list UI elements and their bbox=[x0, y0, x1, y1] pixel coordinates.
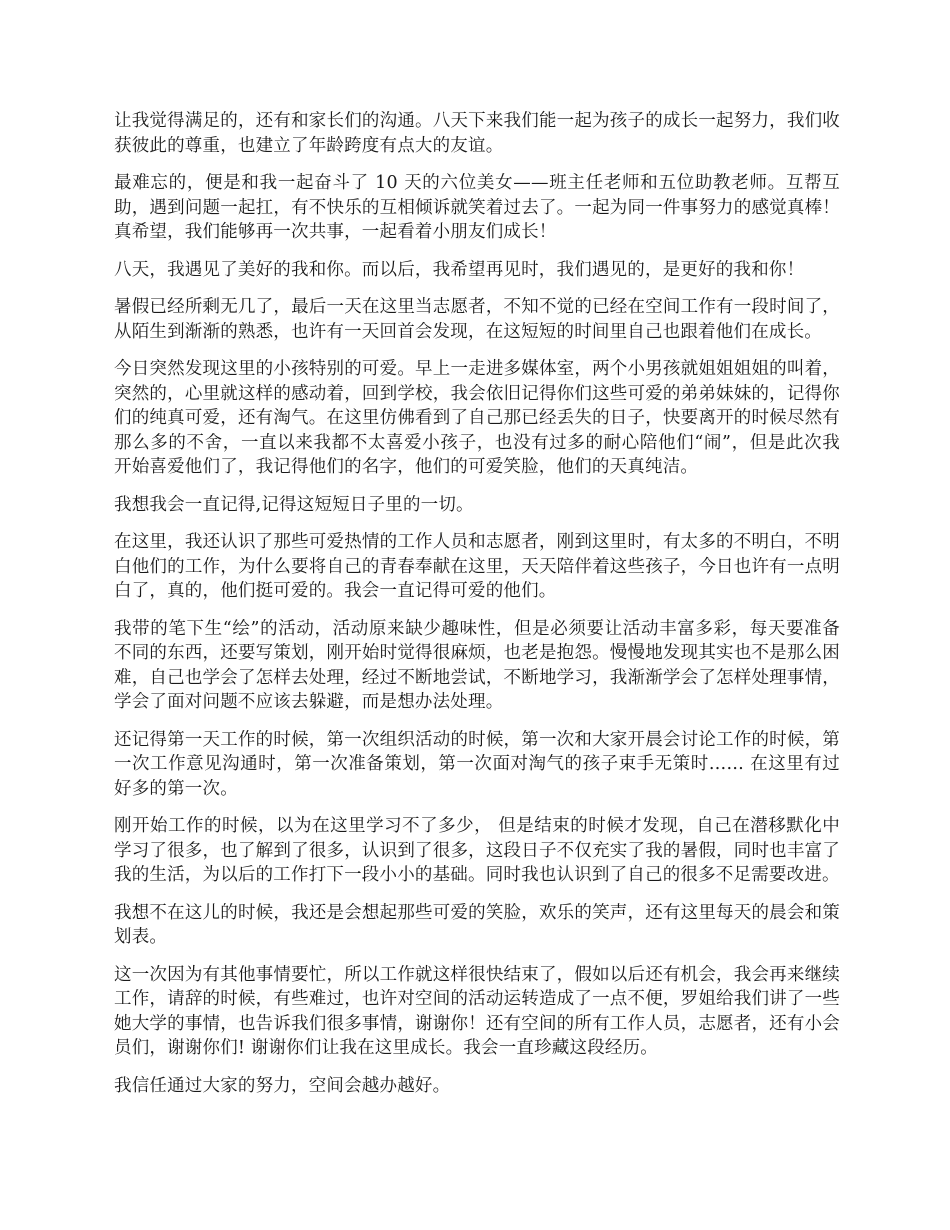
paragraph: 暑假已经所剩无几了，最后一天在这里当志愿者，不知不觉的已经在空间工作有一段时间了，从陌生到渐渐的熟悉，也许有一天回首会发现，在这短短的时间里自己也跟着他们在成长。 bbox=[114, 297, 840, 342]
paragraph: 让我觉得满足的，还有和家长们的沟通。八天下来我们能一起为孩子的成长一起努力，我们收获彼此的尊重，也建立了年龄跨度有点大的友谊。 bbox=[114, 111, 840, 156]
document-body bbox=[114, 109, 840, 1111]
paragraph: 八天，我遇见了美好的我和你。而以后，我希望再见时，我们遇见的，是更好的我和你！ bbox=[114, 259, 805, 280]
paragraph: 这一次因为有其他事情要忙，所以工作就这样很快结束了，假如以后还有机会，我会再来继续工作，请辞的时候，有些难过，也许对空间的活动运转造成了一点不便，罗姐给我们讲了一些她大学的事情，也告诉我们很多事情，谢谢你！还有空间的所有工作人员，志愿者，还有小会员们，谢谢你们! 谢谢你们让我在这里成长。我会一直珍藏这段经历。 bbox=[114, 964, 840, 1058]
paragraph: 我带的笔下生“绘”的活动，活动原来缺少趣味性，但是必须要让活动丰富多彩，每天要准备不同的东西，还要写策划，刚开始时觉得很麻烦，也老是抱怨。慢慢地发现其实也不是那么困难，自己也学会了怎样去处理，经过不断地尝试，不断地学习，我渐渐学会了怎样处理事情，学会了面对问题不应该去躲避，而是想办法处理。 bbox=[114, 618, 840, 712]
paragraph: 在这里，我还认识了那些可爱热情的工作人员和志愿者，刚到这里时，有太多的不明白，不明白他们的工作，为什么要将自己的青春奉献在这里，天天陪伴着这些孩子，今日也许有一点明白了，真的，他们挺可爱的。我会一直记得可爱的他们。 bbox=[114, 532, 840, 601]
paragraph: 最难忘的，便是和我一起奋斗了 10 天的六位美女——班主任老师和五位助教老师。互帮互助，遇到问题一起扛，有不快乐的互相倾诉就笑着过去了。一起为同一件事努力的感觉真棒！真希望，我们能够再一次共事，一起看着小朋友们成长！ bbox=[114, 173, 840, 242]
paragraph: 我信任通过大家的努力，空间会越办越好。 bbox=[114, 1075, 451, 1096]
paragraph: 我想不在这儿的时候，我还是会想起那些可爱的笑脸，欢乐的笑声，还有这里每天的晨会和策划表。 bbox=[114, 902, 840, 947]
paragraph: 我想我会一直记得,记得这短短日子里的一切。 bbox=[114, 494, 474, 515]
paragraph: 还记得第一天工作的时候，第一次组织活动的时候，第一次和大家开晨会讨论工作的时候，第一次工作意见沟通时，第一次准备策划，第一次面对淘气的孩子束手无策时…… 在这里有过好多的第一次。 bbox=[114, 729, 840, 799]
paragraph: 今日突然发现这里的小孩特别的可爱。早上一走进多媒体室，两个小男孩就姐姐姐姐的叫着，突然的，心里就这样的感动着，回到学校，我会依旧记得你们这些可爱的弟弟妹妹的，记得你们的纯真可爱，还有淘气。在这里仿佛看到了自己那已经丢失的日子，快要离开的时候尽然有那么多的不舍，一直以来我都不太喜爱小孩子，也没有过多的耐心陪他们“闹”，但是此次我开始喜爱他们了，我记得他们的名字，他们的可爱笑脸，他们的天真纯洁。 bbox=[114, 359, 840, 477]
paragraph: 刚开始工作的时候，以为在这里学习不了多少， 但是结束的时候才发现，自己在潜移默化中学习了很多，也了解到了很多，认识到了很多，这段日子不仅充实了我的暑假，同时也丰富了我的生活，为以后的工作打下一段小小的基础。同时我也认识到了自己的很多不足需要改进。 bbox=[114, 816, 840, 885]
